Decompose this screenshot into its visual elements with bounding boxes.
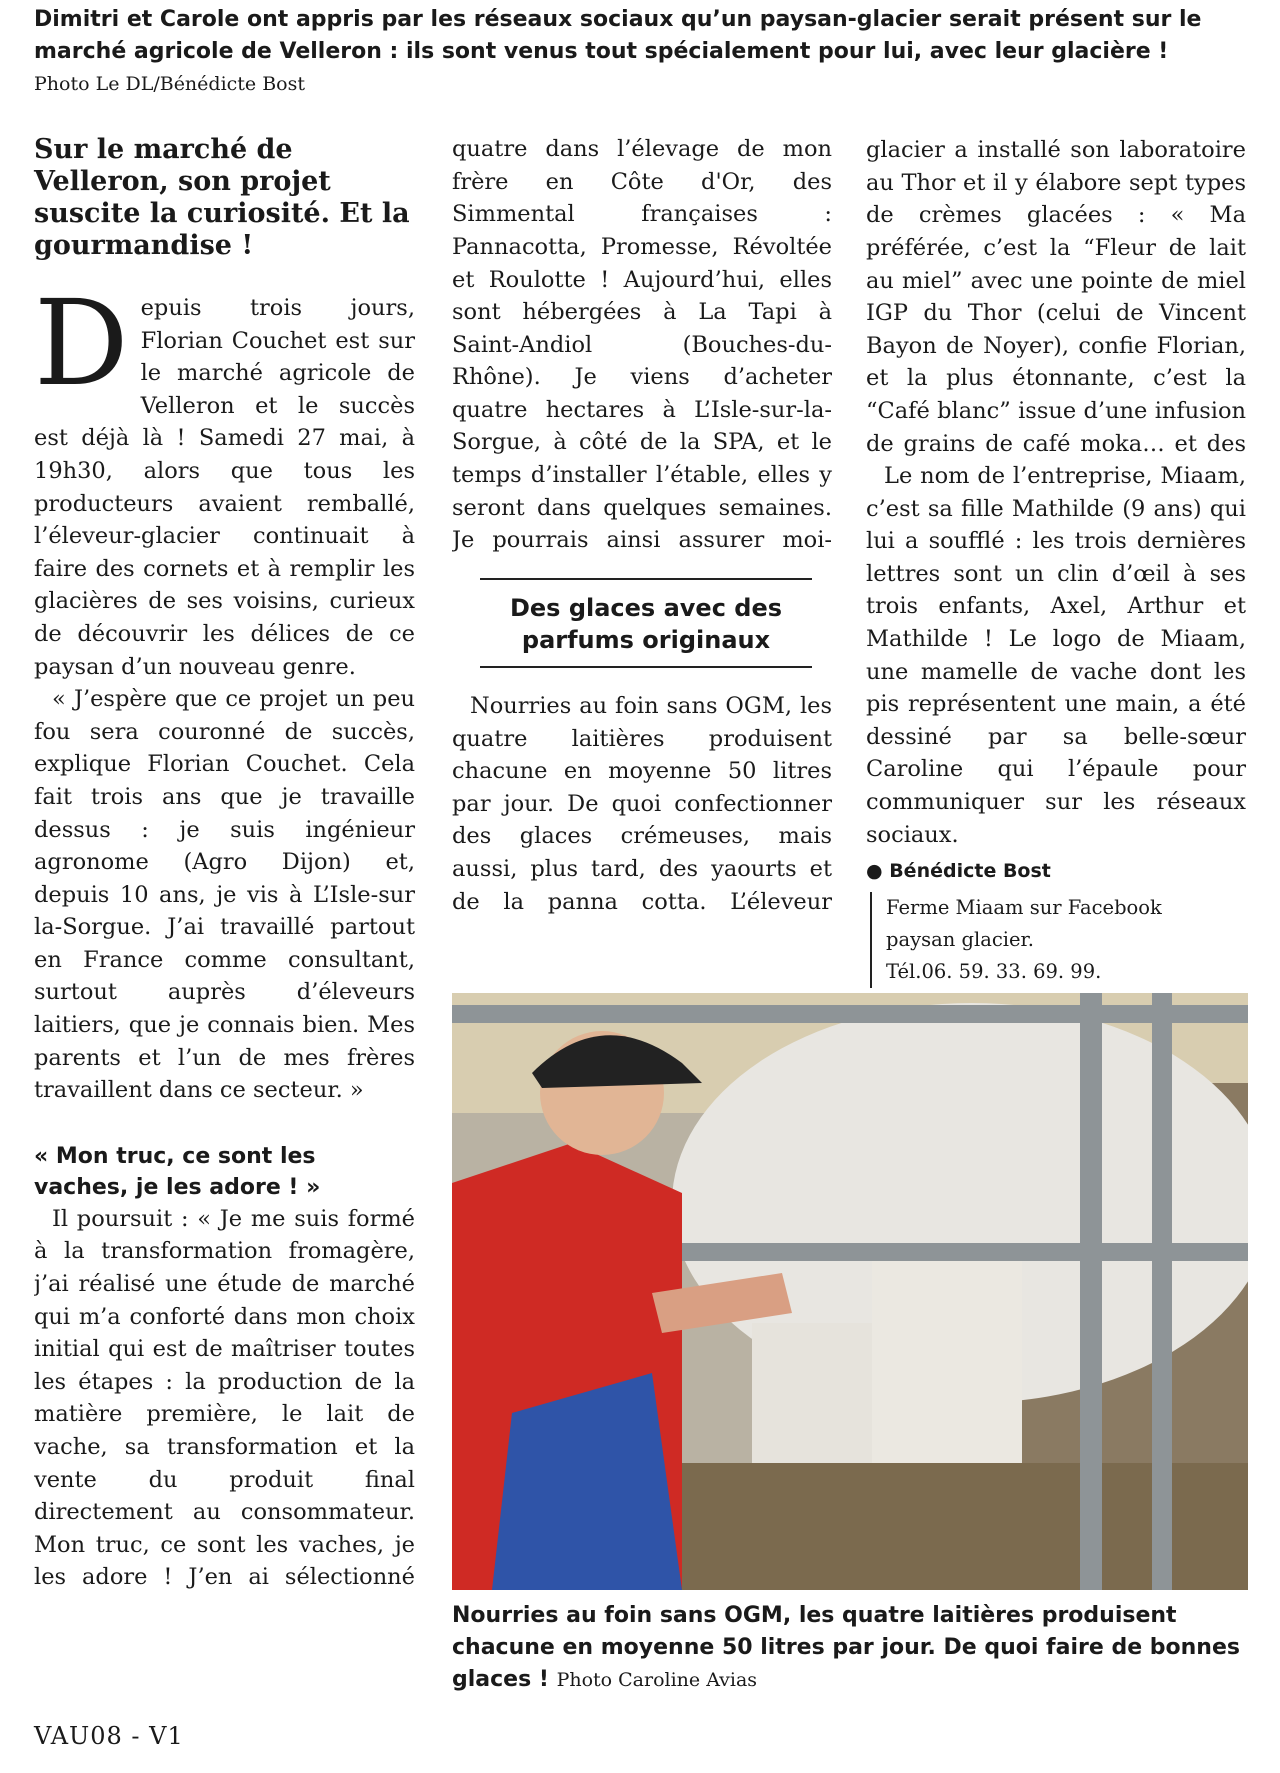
top-photo-caption (34, 4, 1249, 100)
byline: ● Bénédicte Bost (866, 860, 1051, 883)
paragraph-2: « J’espère que ce projet un peu fou sera couronné de succès, explique Florian Couchet. Cela fait trois ans que je travaille dessus : je suis ingénieur agronome (Agro Dijon) et, depuis 10 ans, je vis à L’Isle-sur la-Sorgue. J’ai travaillé partout en France comme consultant, surtout auprès d’éleveurs laitiers, que je connais bien. Mes parents et l’un de mes frères travaillent dans ce secteur. » (34, 686, 415, 1104)
page-footer: VAU08 - V1 (34, 1722, 184, 1750)
drop-cap: D (34, 274, 129, 412)
milking-photo (452, 993, 1248, 1590)
paragraph-4: Nourries au foin sans OGM, les quatre laitières produisent chacune en moyenne 50 litres par jour. De quoi confectionner des glaces crémeuses, mais aussi, plus tard, des yaourts et de la panna cotta. L’éleveur (452, 693, 832, 915)
info-phone: Tél.06. 59. 33. 69. 99. (886, 959, 1102, 983)
paragraph-5: Le nom de l’entreprise, Miaam, c’est sa fille Mathilde (9 ans) qui lui a soufflé : les trois dernières lettres sont un clin d’œil à ses trois enfants, Axel, Arthur et Mathilde ! Le logo de Miaam, une mamelle de vache dont les pis représentent une main, a été dessiné par sa belle-sœur Caroline qui l’épaule pour communiquer sur les réseaux sociaux. (866, 463, 1246, 848)
paragraph-4-overflow: glacier a installé son laboratoire au Thor et il y élabore sept types de crèmes glacées : « Ma préférée, c’est la “Fleur de lait au miel” avec une pointe de miel IGP du Thor (celui de Vincent Bayon de Noyer), confie Florian, et la plus étonnante, c’est la “Café blanc” issue d’une infusion de grains de café moka… et des (866, 137, 1246, 457)
article-column-1 (34, 134, 415, 1595)
photo-caption-text: Nourries au foin sans OGM, les quatre laitières produisent chacune en moyenne 50 litres par jour. De quoi faire de bonnes glaces ! (452, 1603, 1240, 1692)
article-kicker: Sur le marché de Velleron, son projet suscite la curiosité. Et la gourmandise ! (34, 134, 410, 261)
paragraph-3-continued (452, 134, 832, 558)
paragraph-1: epuis trois jours, Florian Couchet est sur le marché agricole de Velleron et le succès est déjà là ! Samedi 27 mai, à 19h30, alors que tous les producteurs avaient remballé, l’éleveur-glacier continuait à faire des cornets et à remplir les glacières de ses voisins, curieux de découvrir les délices de ce paysan d’un nouveau genre. (34, 295, 415, 680)
article-column-3 (866, 134, 1246, 988)
top-caption-credit: Photo Le DL/Bénédicte Bost (34, 73, 306, 95)
byline-name: Bénédicte Bost (889, 860, 1051, 883)
info-tagline: paysan glacier. (886, 927, 1034, 951)
photo-illustration (452, 993, 1248, 1590)
subhead-quote: « Mon truc, ce sont les vaches, je les adore ! » (34, 1143, 321, 1200)
info-facebook: Ferme Miaam sur Facebook (886, 895, 1162, 919)
paragraph-3-overflow: quatre dans l’élevage de mon frère en Côte d'Or, des Simmental françaises : Pannacotta, Promesse, Révoltée et Roulotte ! Aujourd’hui, elles sont hébergées à La Tapi à Saint-Andiol (Bouches-du-Rhône). Je viens d’acheter quatre hectares à L’Isle-sur-la-Sorgue, à côté de la SPA, et le temps d’installer l’étable, elles y seront dans quelques semaines. Je pourrais ainsi assurer moi- (452, 136, 832, 554)
top-caption-text: Dimitri et Carole ont appris par les réseaux sociaux qu’un paysan-glacier serait présent sur le marché agricole de Velleron : ils sont venus tout spécialement pour lui, avec leur glacière ! (34, 7, 1202, 64)
photo-caption-credit: Photo Caroline Avias (556, 1669, 758, 1691)
article-column-2 (452, 134, 832, 918)
info-box (870, 892, 1246, 988)
photo-caption (452, 1600, 1248, 1696)
section-subhead: Des glaces avec des parfums originaux (480, 578, 812, 668)
paragraph-3: Il poursuit : « Je me suis formé à la transformation fromagère, j’ai réalisé une étude de marché qui m’a conforté dans mon choix initial qui est de maîtriser toutes les étapes : la production de la matière première, le lait de vache, sa transformation et la vente du produit final directement au consommateur. Mon truc, ce sont les vaches, je les adore ! J’en ai sélectionné (34, 1205, 415, 1591)
paragraph-4-continued (866, 134, 1246, 460)
